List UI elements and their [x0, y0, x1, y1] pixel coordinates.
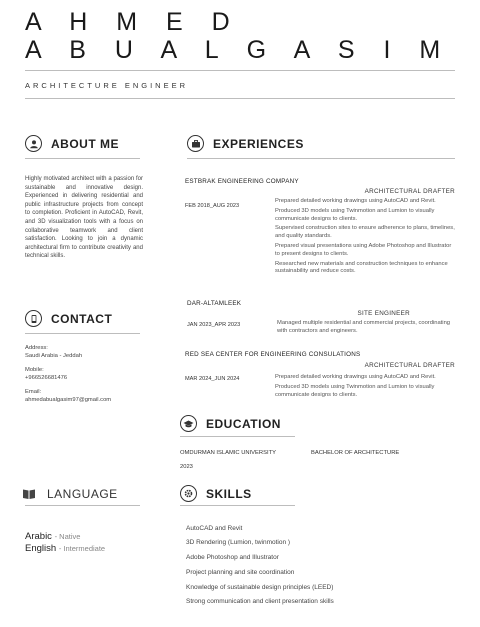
- experience-bullet: Prepared visual presentations using Adobe Photoshop and Illustrator to present designs to clients.: [275, 242, 452, 257]
- address-label: Address:: [25, 345, 48, 351]
- graduation-cap-icon: [180, 415, 197, 432]
- experience-date: FEB 2018_AUG 2023: [185, 203, 240, 209]
- about-title: ABOUT ME: [51, 136, 119, 151]
- experience-description: [275, 198, 455, 276]
- address-value: Saudi Arabia - Jeddah: [25, 352, 83, 359]
- experience-bullet: Prepared detailed working drawings using AutoCAD and Revit.: [275, 374, 436, 380]
- experience-role: SITE ENGINEER: [357, 310, 410, 317]
- experience-bullet: Produced 3D models using Twinmotion and Lumion to visually communicate designs to clients.: [275, 207, 435, 222]
- experience-role: ARCHITECTURAL DRAFTER: [364, 188, 455, 195]
- skill-item: Project planning and site coordination: [186, 569, 295, 576]
- contact-rule: [25, 333, 140, 334]
- experience-bullet: Produced 3D models using Twinmotion and Lumion to visually communicate designs to clients.: [275, 383, 435, 398]
- about-rule: [25, 158, 140, 159]
- education-title: EDUCATION: [206, 416, 281, 431]
- skill-item: Strong communication and client presentation skills: [186, 598, 334, 605]
- briefcase-icon: [187, 135, 204, 152]
- skills-rule: [180, 505, 295, 506]
- language-heading: [20, 485, 118, 502]
- last-name: A B U A L G A S I M: [25, 36, 452, 64]
- skill-item: AutoCAD and Revit: [186, 525, 243, 532]
- language-item: [25, 531, 80, 542]
- header-rule-bottom: [25, 98, 455, 99]
- experiences-heading: [187, 135, 304, 152]
- experience-date: MAR 2024_JUN 2024: [185, 376, 240, 382]
- person-icon: [25, 135, 42, 152]
- experience-company: RED SEA CENTER FOR ENGINEERING CONSULATIONS: [185, 351, 361, 358]
- skills-title: SKILLS: [206, 486, 252, 501]
- experiences-rule: [187, 158, 455, 159]
- experience-description: [277, 320, 457, 336]
- about-heading: [25, 135, 119, 152]
- skill-item: Adobe Photoshop and Illustrator: [186, 554, 279, 561]
- email-value[interactable]: ahmedabualgasim97@gmail.com: [25, 396, 112, 403]
- experience-role: ARCHITECTURAL DRAFTER: [364, 362, 455, 369]
- language-name: Arabic: [25, 531, 52, 542]
- mobile-label: Mobile:: [25, 367, 44, 373]
- phone-icon: [25, 310, 42, 327]
- gear-icon: [180, 485, 197, 502]
- job-title: ARCHITECTURE ENGINEER: [25, 81, 189, 90]
- skill-item: Knowledge of sustainable design principles (LEED): [186, 584, 334, 591]
- experience-bullet: Researched new materials and construction techniques to enhance sustainability and reduce costs.: [275, 260, 448, 275]
- skill-item: 3D Rendering (Lumion, twinmotion ): [186, 539, 291, 546]
- experience-company: ESTBRAK ENGINEERING COMPANY: [185, 178, 299, 185]
- education-degree: BACHELOR OF ARCHITECTURE: [311, 450, 400, 456]
- email-label: Email:: [25, 389, 42, 395]
- education-year: 2023: [180, 464, 193, 470]
- header-rule-top: [25, 70, 455, 71]
- language-level: - Native: [54, 532, 81, 541]
- contact-heading: [25, 310, 112, 327]
- experience-bullet: Prepared detailed working drawings using AutoCAD and Revit.: [275, 198, 436, 204]
- contact-address: [25, 345, 82, 361]
- experience-bullet: Managed multiple residential and commercial projects, coordinating with contractors and engineers.: [277, 320, 451, 334]
- experience-bullet: Supervised construction sites to ensure adherence to plans, timelines, and quality standards.: [275, 225, 455, 240]
- experience-company: DAR-ALTAMLEEK: [187, 300, 242, 307]
- experience-date: JAN 2023_APR 2023: [187, 322, 241, 328]
- about-text: Highly motivated architect with a passion for sustainable and innovative design. Experienced in delivering residential and public infrastructure projects from concept to completion. Proficient in AutoCAD, Revit, and 3D visualization tools with a focus on collaborative teamwork and client satisfaction. Looking to join a dynamic architectural firm to contribute creativity and technical skills.: [25, 176, 143, 260]
- education-school: OMDURMAN ISLAMIC UNIVERSITY: [180, 450, 276, 456]
- skills-heading: [180, 485, 252, 502]
- contact-email: [25, 389, 111, 405]
- language-rule: [25, 505, 140, 506]
- contact-mobile: [25, 367, 67, 383]
- education-heading: [180, 415, 281, 432]
- book-icon: [20, 485, 37, 502]
- education-rule: [180, 436, 295, 437]
- language-name: English: [25, 543, 57, 554]
- language-title: LANGUAGE: [47, 486, 118, 501]
- experiences-title: EXPERIENCES: [213, 136, 304, 151]
- language-level: - Intermediate: [58, 544, 106, 553]
- mobile-value: +966526681476: [25, 374, 68, 381]
- first-name: A H M E D: [25, 8, 241, 36]
- experience-description: [275, 374, 455, 399]
- language-item: [25, 543, 105, 554]
- contact-title: CONTACT: [51, 311, 113, 326]
